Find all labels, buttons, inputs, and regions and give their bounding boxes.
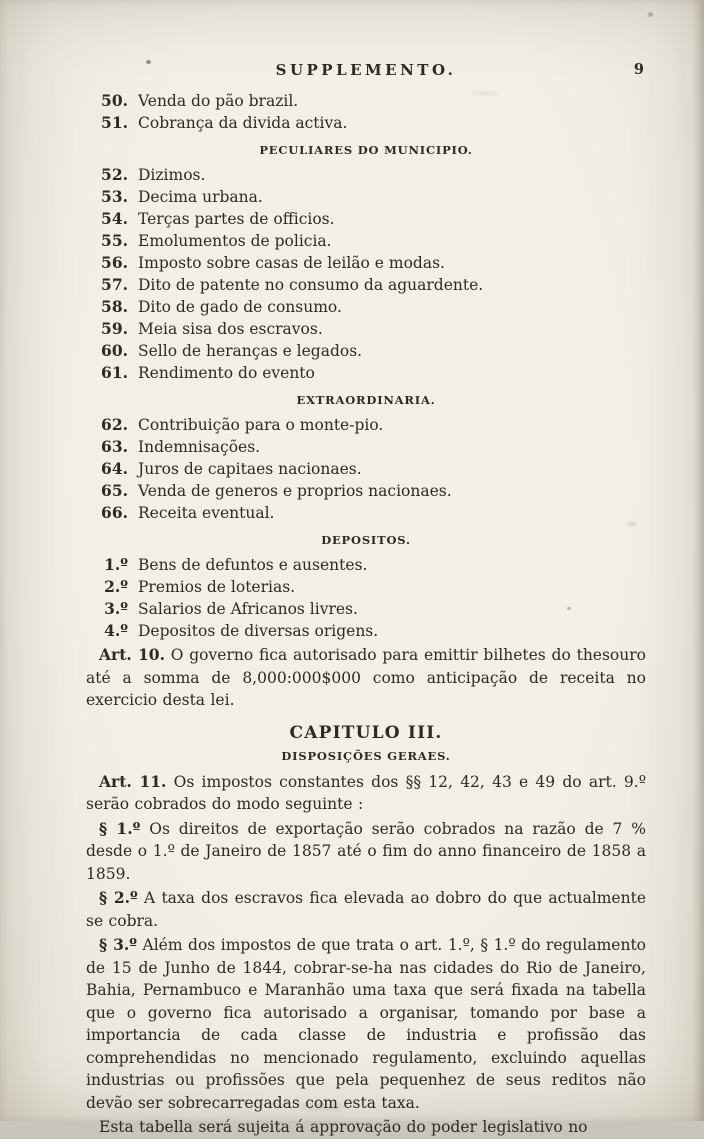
list-item [92,252,646,274]
list-item-text: Sello de heranças e legados. [138,342,363,360]
list-item [92,164,646,186]
list-item-text: Terças partes de officios. [138,210,335,228]
list-item-number: 4.º [104,621,128,640]
list-item [92,554,646,576]
article-11-paragraph [86,771,646,816]
paragraph-lead: § 3.º [99,935,138,954]
deposit-list [92,554,646,642]
list-item [92,90,646,112]
page-title: SUPPLEMENTO. [275,61,457,79]
list-item-number: 55. [101,231,128,250]
list-item-number: 50. [101,91,128,110]
list-item-number: 52. [101,165,128,184]
section-heading-depositos: DEPOSITOS. [321,533,411,547]
list-item-text: Rendimento do evento [138,364,315,382]
paragraph-text: Além dos impostos de que trata o art. 1.º, § 1.º do regulamento de 15 de Junho de 1844, cobrar-se-ha nas cidades do Rio de Janeiro, Bahia, Pernambuco e Maranhão uma taxa que será fixada na tabella que o governo fica autorisado a organisar, tomando por base a importancia de cada classe de industria e profissão das comprehendidas no mencionado regulamento, excluindo aquellas industrias ou profissões que pela pequenhez de seus reditos não devão ser sobrecarregadas com esta taxa. [86,936,647,1112]
paragraph-text: Os direitos de exportação serão cobrados na razão de 7 % desde o 1.º de Janeiro de 1857 até o fim do anno financeiro de 1858 a 1859. [86,819,646,883]
list-item-text: Cobrança da divida activa. [138,114,348,132]
section-heading-extraordinaria: EXTRAORDINARIA. [296,393,436,407]
list-item-text: Indemnisações. [138,438,261,456]
paragraph-2 [86,887,646,932]
list-item [92,620,646,642]
list-item-text: Contribuição para o monte-pio. [138,416,384,434]
list-item [92,230,646,252]
list-item-number: 57. [101,275,128,294]
list-item [92,296,646,318]
list-item-number: 65. [101,481,128,500]
list-item-number: 60. [101,341,128,360]
list-item-text: Depositos de diversas origens. [138,622,379,640]
closing-paragraph [86,1116,646,1139]
list-item-text: Juros de capitaes nacionaes. [138,460,362,478]
list-item [92,598,646,620]
list-item-text: Bens de defuntos e ausentes. [138,556,368,574]
revenue-list-municipio [92,164,646,384]
article-10-paragraph [86,644,646,712]
paragraph-lead: § 2.º [99,888,138,907]
scan-edge-shadow [692,0,704,1121]
list-item-number: 56. [101,253,128,272]
list-item-number: 51. [101,113,128,132]
list-item [92,208,646,230]
revenue-list-intro [92,90,646,134]
page-number: 9 [633,61,644,78]
list-item-number: 3.º [104,599,128,618]
scan-speck [648,12,653,17]
paragraph-text: Esta tabella será sujeita á approvação do poder legislativo no [99,1118,588,1136]
revenue-list-extraordinaria [92,414,646,524]
list-item-text: Imposto sobre casas de leilão e modas. [138,254,445,272]
paragraph-3 [86,934,646,1114]
list-item [92,502,646,524]
list-item-text: Emolumentos de policia. [138,232,332,250]
page-header [86,60,646,82]
list-item-number: 2.º [104,577,128,596]
paragraph-lead: Art. 11. [99,771,167,791]
list-item [92,414,646,436]
text-block [86,60,646,1139]
list-item-text: Dizimos. [138,166,206,184]
paragraph-lead: § 1.º [99,818,141,838]
list-item [92,362,646,384]
list-item-text: Premios de loterias. [138,578,296,596]
list-item [92,340,646,362]
list-item-number: 63. [101,437,128,456]
list-item-text: Dito de patente no consumo da aguardente. [138,276,484,294]
list-item-text: Meia sisa dos escravos. [138,320,323,338]
list-item-number: 1.º [104,555,128,574]
list-item-number: 54. [101,209,128,228]
chapter-title: CAPITULO III. [289,722,443,743]
list-item [92,576,646,598]
list-item [92,436,646,458]
paragraph-text: A taxa dos escravos fica elevada ao dobro do que actualmente se cobra. [86,889,646,930]
list-item-number: 59. [101,319,128,338]
list-item [92,186,646,208]
list-item [92,318,646,340]
section-heading-municipio: PECULIARES DO MUNICIPIO. [259,143,473,157]
list-item-number: 66. [101,503,128,522]
list-item-number: 58. [101,297,128,316]
list-item-number: 53. [101,187,128,206]
list-item-text: Receita eventual. [138,504,275,522]
list-item-text: Salarios de Africanos livres. [138,600,358,618]
chapter-subtitle: DISPOSIÇÕES GERAES. [281,748,451,763]
list-item [92,480,646,502]
list-item [92,274,646,296]
list-item-number: 62. [101,415,128,434]
list-item-text: Decima urbana. [138,188,263,206]
paragraph-1 [86,818,646,886]
list-item-text: Dito de gado de consumo. [138,298,342,316]
list-item-number: 64. [101,459,128,478]
paragraph-text: Os impostos constantes dos §§ 12, 42, 43 e 49 do art. 9.º serão cobrados do modo seguinte : [86,772,646,813]
list-item [92,458,646,480]
list-item-text: Venda de generos e proprios nacionaes. [138,482,452,500]
paragraph-text: O governo fica autorisado para emittir bilhetes do thesouro até a somma de 8,000:000$000 como anticipação de receita no exercicio desta lei. [86,646,646,709]
paragraph-lead: Art. 10. [99,645,165,664]
list-item [92,112,646,134]
list-item-text: Venda do pão brazil. [138,92,299,110]
list-item-number: 61. [101,363,128,382]
